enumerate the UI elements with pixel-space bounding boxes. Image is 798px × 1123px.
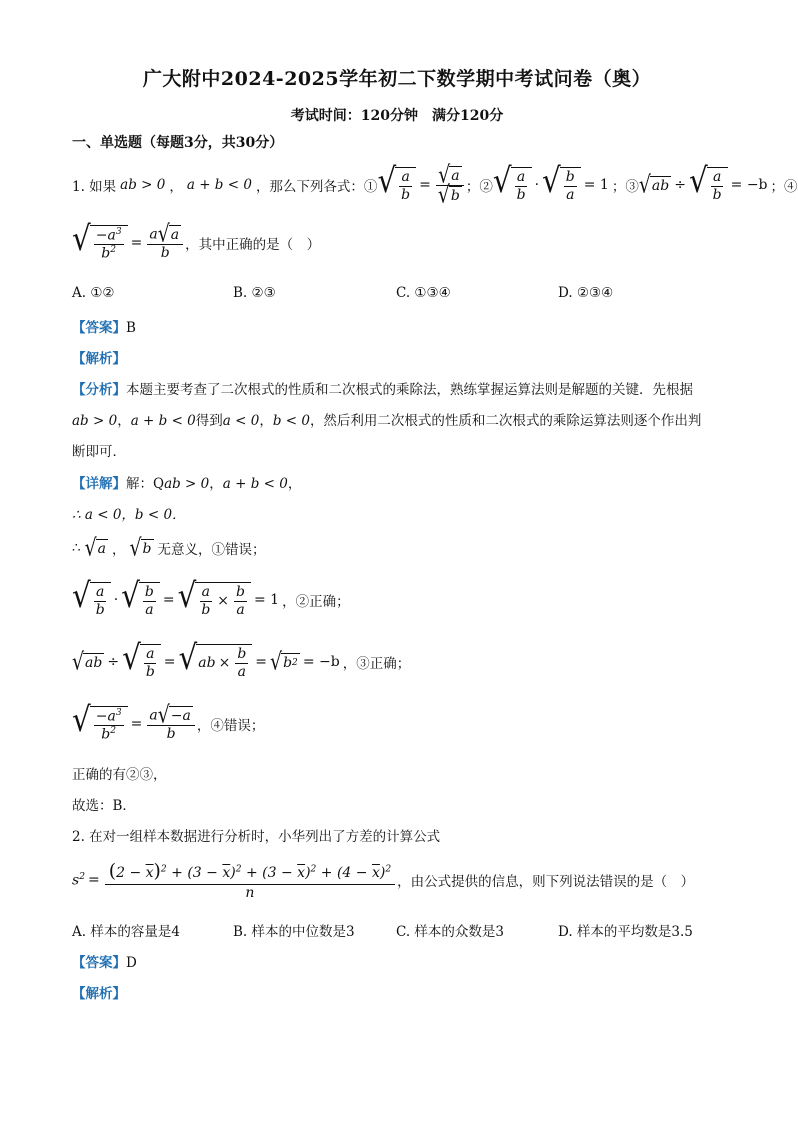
q1-detail-line-6 xyxy=(72,698,264,750)
detail-text-6: ，④错误； xyxy=(196,718,265,734)
q1-cond-sum: a + b < 0 xyxy=(186,177,252,193)
q1-cond-ab: ab > 0 xyxy=(120,177,166,193)
detail-tag: 【详解】 xyxy=(72,476,126,492)
q1-fenxi-line-2: ab > 0，a + b < 0得到a < 0，b < 0，然后利用二次根式的性质和二次根式的乘除运算法则逐个作出判 xyxy=(72,413,702,429)
q1-option-c[interactable]: C. ①③④ xyxy=(396,285,451,301)
q1-stem-end: ，其中正确的是（ ） xyxy=(185,237,321,253)
q1-answer xyxy=(72,316,136,336)
q2-option-d[interactable]: D. 样本的平均数是3.5 xyxy=(558,924,693,940)
q1-stem-start: 1. 如果 xyxy=(72,179,117,195)
page-title: 广大附中2024-2025学年初二下数学期中考试问卷（奥） xyxy=(142,68,652,90)
detail-text-1: 解：Q xyxy=(126,476,165,492)
fenxi-text-1: 本题主要考查了二次根式的性质和二次根式的乘除法，熟练掌握运算法则是解题的关键．先根据 xyxy=(126,382,693,398)
q1-expr-1: √ $\frac{a}{b}$ = √ a √ b xyxy=(377,166,465,205)
detail-sqrt-a: √ a xyxy=(84,533,106,562)
detail-expr-3: √ ab ÷ √ $\frac{a}{b}$ = √ ab × $\frac{b}{a}$ = √ b 2 = −b xyxy=(72,638,340,680)
q1-detail-line-2: ∴ a < 0，b < 0． xyxy=(72,507,186,523)
detail-expr-2: √ $\frac{a}{b}$ · √ $\frac{b}{a}$ = √ $\frac{a}{b}$ × $\frac{b}{a}$ = 1 xyxy=(72,576,280,618)
answer-value: B xyxy=(126,320,136,336)
therefore-symbol: ∴ xyxy=(72,540,81,556)
fenxi-cond-1: ab > 0 xyxy=(72,413,118,429)
q1-detail-line-7: 正确的有②③， xyxy=(72,767,167,783)
section-heading: 一、单选题（每题3分，共30分） xyxy=(72,135,284,151)
q1-sep-3: ；③ xyxy=(611,179,639,195)
q1-detail-line-5 xyxy=(72,636,410,688)
q2-formula-line xyxy=(72,852,694,908)
q1-stem-line-2 xyxy=(72,218,320,268)
q2-option-c[interactable]: C. 样本的众数是3 xyxy=(396,924,505,940)
q1-sep-4: ；④ xyxy=(770,179,798,195)
analysis-tag: 【解析】 xyxy=(72,351,126,367)
analysis-tag: 【解析】 xyxy=(72,986,126,1002)
q2-answer xyxy=(72,951,137,971)
q1-stem-mid: ，那么下列各式：① xyxy=(255,179,378,195)
variance-formula: $s^2$ = $\frac{(2 - \overline{x})^2 + (3 - \overline{x})^2 + (3 - \overline{x})^2 + (4 - \overline{x})^2}{n}$ xyxy=(72,859,397,902)
detail-cond-2: a + b < 0 xyxy=(222,476,288,492)
answer-tag: 【答案】 xyxy=(72,955,126,971)
q1-fenxi-line-3: 断即可． xyxy=(72,444,126,460)
q2-option-a[interactable]: A. 样本的容量是4 xyxy=(72,924,180,940)
q2-stem-tail: ，由公式提供的信息，则下列说法错误的是（ ） xyxy=(397,874,695,890)
q2-option-b[interactable]: B. 样本的中位数是3 xyxy=(233,924,355,940)
fenxi-tag: 【分析】 xyxy=(72,382,126,398)
q1-option-d[interactable]: D. ②③④ xyxy=(558,285,614,301)
q1-detail-line-3: ∴ √ a ， √ b 无意义，①错误； xyxy=(72,533,266,562)
detail-cond-1: ab > 0 xyxy=(164,476,210,492)
q1-expr-4: √ $\frac{-a^3}{b^2}$ = a √ a b xyxy=(72,225,185,262)
answer-value: D xyxy=(126,955,137,971)
q2-stem: 2. 在对一组样本数据进行分析时，小华列出了方差的计算公式 xyxy=(72,829,441,845)
fenxi-text-2: 得到 xyxy=(195,413,223,429)
q1-option-b[interactable]: B. ②③ xyxy=(233,285,276,301)
q1-option-a[interactable]: A. ①② xyxy=(72,285,115,301)
q1-detail-line-4 xyxy=(72,574,350,626)
detail-text-5: ，③正确； xyxy=(342,656,411,672)
detail-text-4: ，②正确； xyxy=(282,594,350,610)
q1-detail-line-1: 【详解】解：Qab > 0，a + b < 0， xyxy=(72,476,302,492)
q1-fenxi-line-1 xyxy=(72,378,693,398)
fenxi-cond-2: a + b < 0 xyxy=(130,413,196,429)
q1-detail-line-8: 故选：B． xyxy=(72,798,136,814)
fenxi-cond-4: b < 0 xyxy=(272,413,310,429)
comma: ， xyxy=(169,179,183,195)
detail-sqrt-b: √ b xyxy=(129,533,152,562)
q1-stem-line xyxy=(72,160,798,210)
exam-info: 考试时间：120分钟 满分120分 xyxy=(290,108,504,124)
q1-analysis-heading xyxy=(72,347,126,367)
answer-tag: 【答案】 xyxy=(72,320,126,336)
detail-text-3: 无意义，①错误； xyxy=(157,542,266,558)
q1-expr-3: √ ab ÷ √ $\frac{a}{b}$ = −b xyxy=(638,161,768,203)
fenxi-text-3: ，然后利用二次根式的性质和二次根式的乘除运算法则逐个作出判 xyxy=(309,413,702,429)
q1-expr-2: √ $\frac{a}{b}$ · √ $\frac{b}{a}$ = 1 xyxy=(492,161,609,203)
detail-expr-4: √ $\frac{-a^3}{b^2}$ = a √ −a b xyxy=(72,706,197,743)
q2-analysis-heading xyxy=(72,982,126,1002)
fenxi-cond-3: a < 0 xyxy=(222,413,260,429)
q1-sep-2: ；② xyxy=(465,179,493,195)
